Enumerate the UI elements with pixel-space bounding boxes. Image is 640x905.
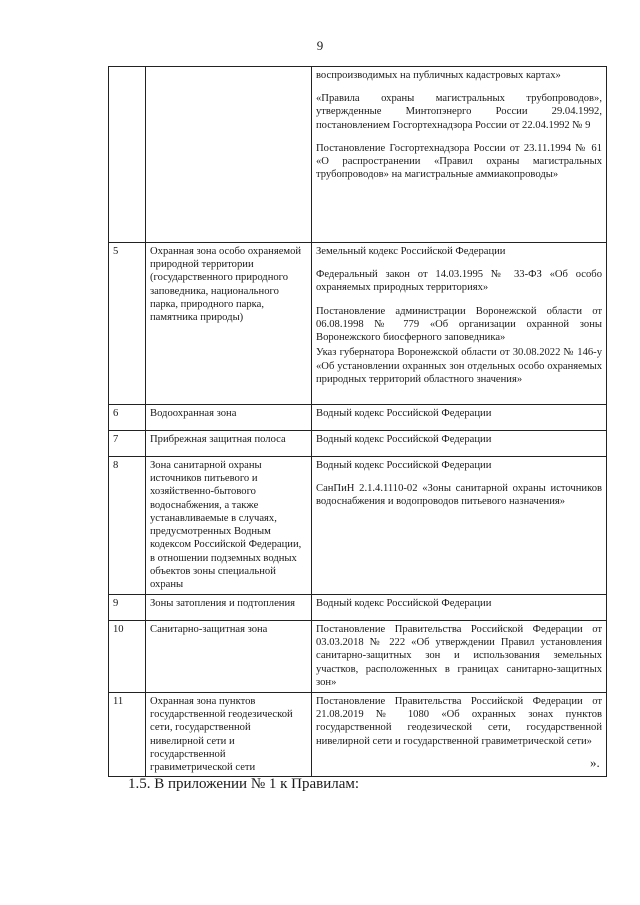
zone-name: Охранная зона особо охраняемой природной территории (государственного природного заповедника, национального парка, природного парка, памятника природы) [146,243,312,405]
zone-name: Охранная зона пунктов государственной геодезической сети, государственной нивелирной сети и государственной гравиметрической сети [146,693,312,777]
zone-documents [312,457,607,595]
row-number [109,67,146,243]
document-ref: Постановление администрации Воронежской области от 06.08.1998 № 779 «Об организации охранной зоны Воронежского биосферного заповедника» [316,305,602,344]
zone-name: Водоохранная зона [146,405,312,431]
zone-documents [312,621,607,693]
zone-name: Зоны затопления и подтопления [146,595,312,621]
document-ref: «Правила охраны магистральных трубопроводов», утвержденные Минтопэнерго России 29.04.1992, постановлением Госгортехнадзора России от 22.04.1992 № 9 [316,93,602,131]
document-ref: Водный кодекс Российской Федерации [316,598,492,609]
row-number: 9 [109,595,146,621]
document-ref: Указ губернатора Воронежской области от 30.08.2022 № 146-у «Об установлении охранных зон отдельных особо охраняемых природных территорий областного значения» [316,347,602,385]
table-row [109,243,607,405]
row-number: 6 [109,405,146,431]
zones-table [108,66,607,777]
document-ref: Постановление Правительства Российской Федерации от 21.08.2019 № 1080 «Об охранных зонах пунктов государственной геодезической сети, государственной нивелирной сети и государственной гравиметрической сети» [316,696,602,747]
zone-name: Санитарно-защитная зона [146,621,312,693]
row-number: 7 [109,431,146,457]
document-ref: Федеральный закон от 14.03.1995 № 33-ФЗ «Об особо охраняемых природных территориях» [316,269,602,294]
zone-name: Зона санитарной охраны источников питьевого и хозяйственно-бытового водоснабжения, а также устанавливаемые в случаях, предусмотренных Водным кодексом Российской Федерации, в отношении подземных водных объектов зоны специальной охраны [146,457,312,595]
document-ref: Водный кодекс Российской Федерации [316,460,492,471]
table-row [109,457,607,595]
zone-name: Прибрежная защитная полоса [146,431,312,457]
zone-documents [312,595,607,621]
zone-documents [312,431,607,457]
document-ref: воспроизводимых на публичных кадастровых картах» [316,70,561,81]
zone-documents [312,243,607,405]
row-number: 8 [109,457,146,595]
table-row [109,621,607,693]
row-number: 11 [109,693,146,777]
row-number: 10 [109,621,146,693]
zone-name [146,67,312,243]
zone-documents [312,693,607,777]
table-row [109,431,607,457]
zone-documents [312,67,607,243]
closing-quote-mark: ». [590,755,600,770]
table-row [109,693,607,777]
clause-heading: 1.5. В приложении № 1 к Правилам: [128,776,360,792]
table-row [109,67,607,243]
zone-documents [312,405,607,431]
document-ref: Водный кодекс Российской Федерации [316,434,492,445]
document-ref: Водный кодекс Российской Федерации [316,408,492,419]
document-ref: СанПиН 2.1.4.1110-02 «Зоны санитарной охраны источников водоснабжения и водопроводов питьевого назначения» [316,483,602,508]
document-ref: Постановление Правительства Российской Федерации от 03.03.2018 № 222 «Об утверждении Правил установления санитарно-защитных зон и использования земельных участков, расположенных в границах санитарно-защитных зон» [316,624,602,688]
table-row [109,405,607,431]
document-ref: Земельный кодекс Российской Федерации [316,246,506,257]
document-ref: Постановление Госгортехнадзора России от 23.11.1994 № 61 «О распространении «Правил охраны магистральных трубопроводов» на магистральные аммиакопроводы» [316,142,602,181]
row-number: 5 [109,243,146,405]
page-number: 9 [316,38,324,53]
table-row [109,595,607,621]
